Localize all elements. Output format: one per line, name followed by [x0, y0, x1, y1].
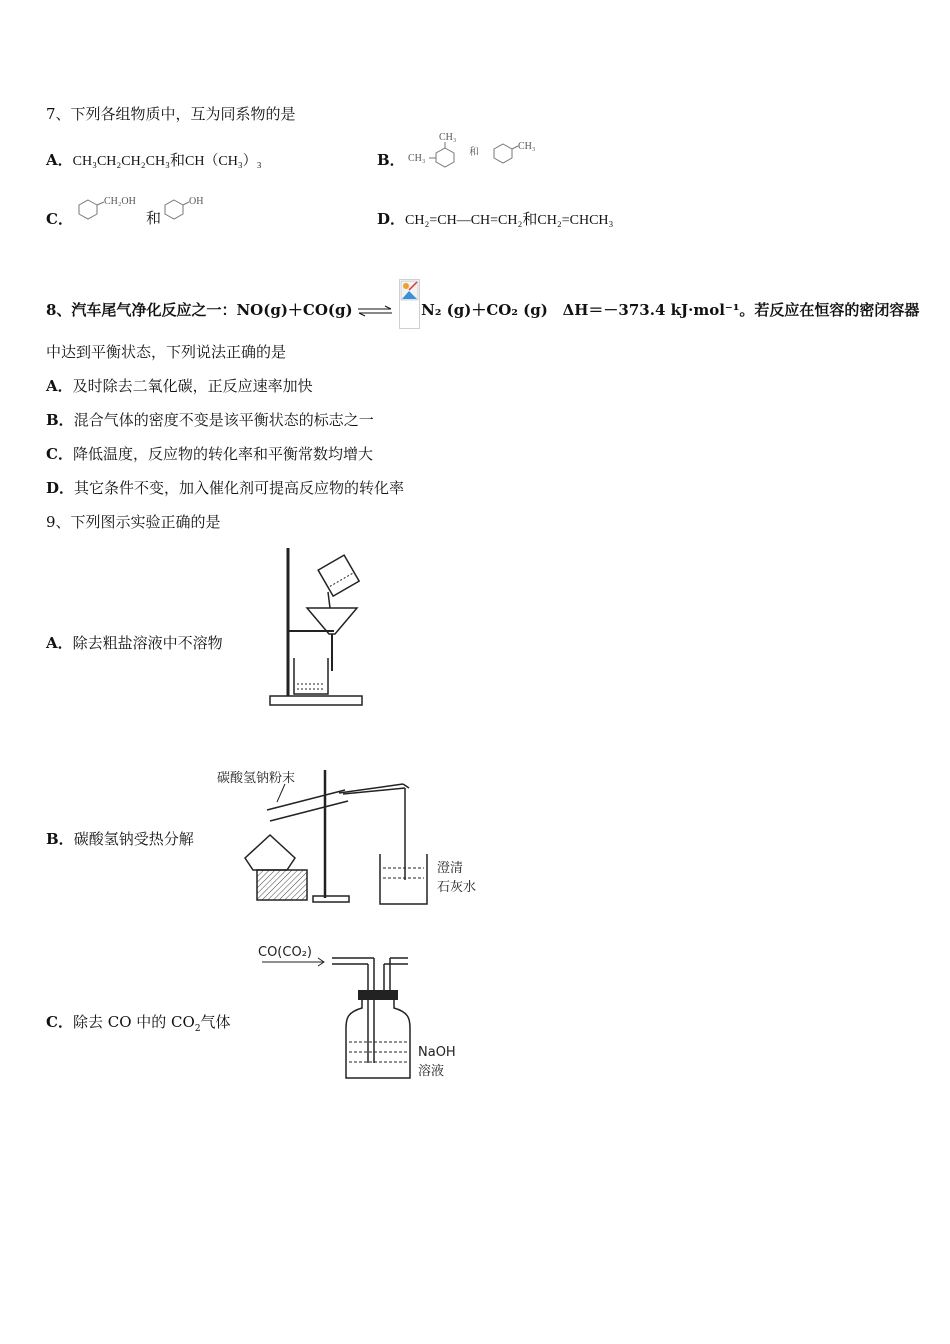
q8-products: N₂ (g)＋CO₂ (g): [421, 301, 548, 319]
option-label: B．: [377, 151, 405, 169]
fig-label-limewater: 石灰水: [437, 880, 477, 895]
q7-option-c: [46, 208, 73, 229]
q7-c-structures: [76, 190, 226, 230]
option-label: C．: [46, 210, 73, 228]
fig-label-naoh: NaOH: [418, 1045, 456, 1060]
q8-option-a: A．及时除去二氧化碳，正反应速率加快: [46, 377, 313, 395]
q8-option-c: C．降低温度，反应物的转化率和平衡常数均增大: [46, 445, 373, 463]
benzene-ring-icon: [436, 148, 454, 167]
fig-label-gas: CO(CO₂): [258, 945, 312, 960]
ch2oh-label: CH₂OH: [104, 196, 136, 207]
q7-stem: 7、下列各组物质中，互为同系物的是: [46, 105, 296, 123]
formula-propene: CH₂=CHCH₃: [537, 213, 614, 228]
and-word: 和: [169, 151, 185, 169]
q9-stem: 9、下列图示实验正确的是: [46, 513, 221, 531]
pouring-beaker-icon: [318, 555, 359, 596]
q7-option-a: [46, 149, 262, 170]
gas-washing-bottle-figure: [256, 938, 476, 1088]
fig-label-solution: 溶液: [418, 1064, 445, 1079]
option-label: A．: [46, 151, 73, 169]
heating-apparatus-figure: [215, 760, 495, 910]
q7-option-b: [377, 149, 405, 170]
benzene-ring-icon: [79, 200, 97, 219]
lamp-base-icon: [257, 870, 307, 900]
equilibrium-arrow-icon: [357, 305, 393, 317]
q8-stem-line2: 中达到平衡状态，下列说法正确的是: [46, 343, 287, 361]
bottle-icon: [346, 1000, 410, 1078]
q7-b-structures: [405, 130, 545, 170]
q8-enthalpy: ΔH＝－373.4 kJ·mol⁻¹: [562, 301, 740, 319]
q8-option-b: B．混合气体的密度不变是该平衡状态的标志之一: [46, 411, 374, 429]
rubber-stopper-icon: [358, 990, 398, 1000]
formula-butane: CH₃CH₂CH₂CH₃: [72, 154, 170, 169]
ch3-left-label: CH₃: [408, 153, 426, 164]
and-word: 和: [469, 147, 479, 158]
q9-option-b: B．碳酸氢钠受热分解: [46, 830, 194, 848]
fig-label-clear: 澄清: [437, 861, 464, 876]
filtration-apparatus-figure: [262, 546, 372, 711]
q8-stem-pre: 8、汽车尾气净化反应之一：: [46, 301, 237, 319]
q8-option-d: D．其它条件不变，加入催化剂可提高反应物的转化率: [46, 479, 405, 497]
and-word: 和: [522, 210, 538, 228]
alcohol-lamp-icon: [245, 835, 295, 870]
formula-butadiene: CH₂=CH—CH=CH₂: [405, 213, 523, 228]
broken-image-icon: [399, 279, 420, 329]
and-word: 和: [146, 209, 162, 227]
formula-isobutane: CH（CH₃）₃: [184, 154, 262, 169]
q8-stem-post: 。若反应在恒容的密闭容器: [739, 301, 920, 319]
ch3-right-label: CH₃: [518, 141, 536, 152]
q8-stem-line1: [46, 279, 919, 329]
benzene-ring-icon: [494, 144, 512, 163]
option-label: D．: [377, 210, 406, 228]
limewater-beaker-icon: [380, 854, 427, 904]
ch3-top-label: CH₃: [439, 132, 457, 143]
q9-option-a: A．除去粗盐溶液中不溶物: [46, 634, 223, 652]
q7-option-d: [377, 208, 613, 229]
oh-label: OH: [189, 196, 204, 207]
q8-reactants: NO(g)＋CO(g): [236, 301, 353, 319]
q9-option-c: C．除去 CO 中的 $CO_2$气体: [46, 1013, 231, 1034]
benzene-ring-icon: [165, 200, 183, 219]
fig-label-sodium-bicarbonate: 碳酸氢钠粉末: [217, 771, 296, 786]
test-tube-icon: [267, 784, 409, 880]
